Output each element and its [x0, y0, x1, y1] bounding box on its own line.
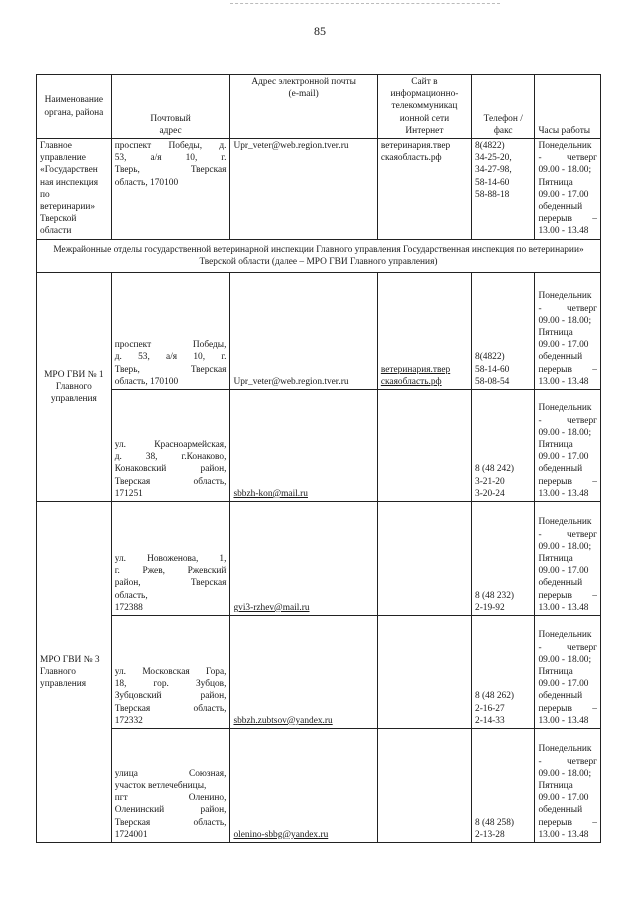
- working-hours: Понедельник - четверг 09.00 - 18.00; Пятница 09.00 - 17.00 обеденный перерыв – 13.00 - 13.48: [535, 729, 601, 843]
- email-link[interactable]: gvi3-rzhev@mail.ru: [230, 502, 377, 616]
- phone: 8 (48 258) 2-13-28: [472, 729, 535, 843]
- postal-address: улица Союзная, участок ветлечебницы, пгт Оленино, Оленинский район, Тверская область, 1724001: [111, 729, 230, 843]
- page-number: 85: [314, 24, 326, 38]
- phone: 8(4822) 34-25-20, 34-27-98, 58-14-60 58-88-18: [472, 139, 535, 240]
- table-row: [37, 616, 601, 729]
- website-link[interactable]: ветеринария.твер скаяобласть.рф: [377, 273, 471, 390]
- header-row: [37, 75, 601, 139]
- table-row: [37, 729, 601, 843]
- postal-address: проспект Победы, д. 53, а/я 10, г. Тверь, Тверская область, 170100: [111, 273, 230, 390]
- email-address: Upr_veter@web.region.tver.ru: [230, 139, 377, 240]
- website: [377, 390, 471, 502]
- phone: 8(4822) 58-14-60 58-08-54: [472, 273, 535, 390]
- header-site: Сайт в информационно- телекоммуникац ионной сети Интернет: [377, 75, 471, 139]
- website: [377, 616, 471, 729]
- section-title: Межрайонные отделы государственной ветеринарной инспекции Главного управления Государственная инспекция по ветеринарии» Тверской области (далее – МРО ГВИ Главного управления): [37, 239, 601, 272]
- section-row: [37, 239, 601, 272]
- header-hours: Часы работы: [535, 75, 601, 139]
- working-hours: Понедельник - четверг 09.00 - 18.00; Пятница 09.00 - 17.00 обеденный перерыв – 13.00 - 13.48: [535, 139, 601, 240]
- header-phone: Телефон / факс: [472, 75, 535, 139]
- website: ветеринария.твер скаяобласть.рф: [377, 139, 471, 240]
- postal-address: проспект Победы, д. 53, а/я 10, г. Тверь, Тверская область, 170100: [111, 139, 230, 240]
- header-email: Адрес электронной почты (e-mail): [230, 75, 377, 139]
- email-address: Upr_veter@web.region.tver.ru: [230, 273, 377, 390]
- header-address: Почтовый адрес: [111, 75, 230, 139]
- email-link[interactable]: olenino-sbbg@yandex.ru: [230, 729, 377, 843]
- email-link[interactable]: sbbzh-kon@mail.ru: [230, 390, 377, 502]
- table-row: [37, 139, 601, 240]
- phone: 8 (48 232) 2-19-92: [472, 502, 535, 616]
- org-name: МРО ГВИ № 1 Главного управления: [37, 273, 112, 502]
- working-hours: Понедельник - четверг 09.00 - 18.00; Пятница 09.00 - 17.00 обеденный перерыв – 13.00 - 13.48: [535, 502, 601, 616]
- contacts-table: [36, 74, 601, 843]
- org-name: МРО ГВИ № 3 Главного управления: [37, 502, 112, 843]
- phone: 8 (48 242) 3-21-20 3-20-24: [472, 390, 535, 502]
- table-row: [37, 390, 601, 502]
- table-row: [37, 273, 601, 390]
- working-hours: Понедельник - четверг 09.00 - 18.00; Пятница 09.00 - 17.00 обеденный перерыв – 13.00 - 13.48: [535, 616, 601, 729]
- working-hours: Понедельник - четверг 09.00 - 18.00; Пятница 09.00 - 17.00 обеденный перерыв – 13.00 - 13.48: [535, 390, 601, 502]
- website: [377, 729, 471, 843]
- postal-address: ул. Новоженова, 1, г. Ржев, Ржевский район, Тверская область, 172388: [111, 502, 230, 616]
- scan-artifact: [230, 3, 500, 6]
- table-row: [37, 502, 601, 616]
- postal-address: ул. Московская Гора, 18, гор. Зубцов, Зубцовский район, Тверская область, 172332: [111, 616, 230, 729]
- phone: 8 (48 262) 2-16-27 2-14-33: [472, 616, 535, 729]
- org-name: Главное управление «Государствен ная инспекция по ветеринарии» Тверской области: [37, 139, 112, 240]
- working-hours: Понедельник - четверг 09.00 - 18.00; Пятница 09.00 - 17.00 обеденный перерыв – 13.00 - 13.48: [535, 273, 601, 390]
- header-name: Наименование органа, района: [37, 75, 112, 139]
- website: [377, 502, 471, 616]
- email-link[interactable]: sbbzh.zubtsov@yandex.ru: [230, 616, 377, 729]
- postal-address: ул. Красноармейская, д. 38, г.Конаково, Конаковский район, Тверская область, 171251: [111, 390, 230, 502]
